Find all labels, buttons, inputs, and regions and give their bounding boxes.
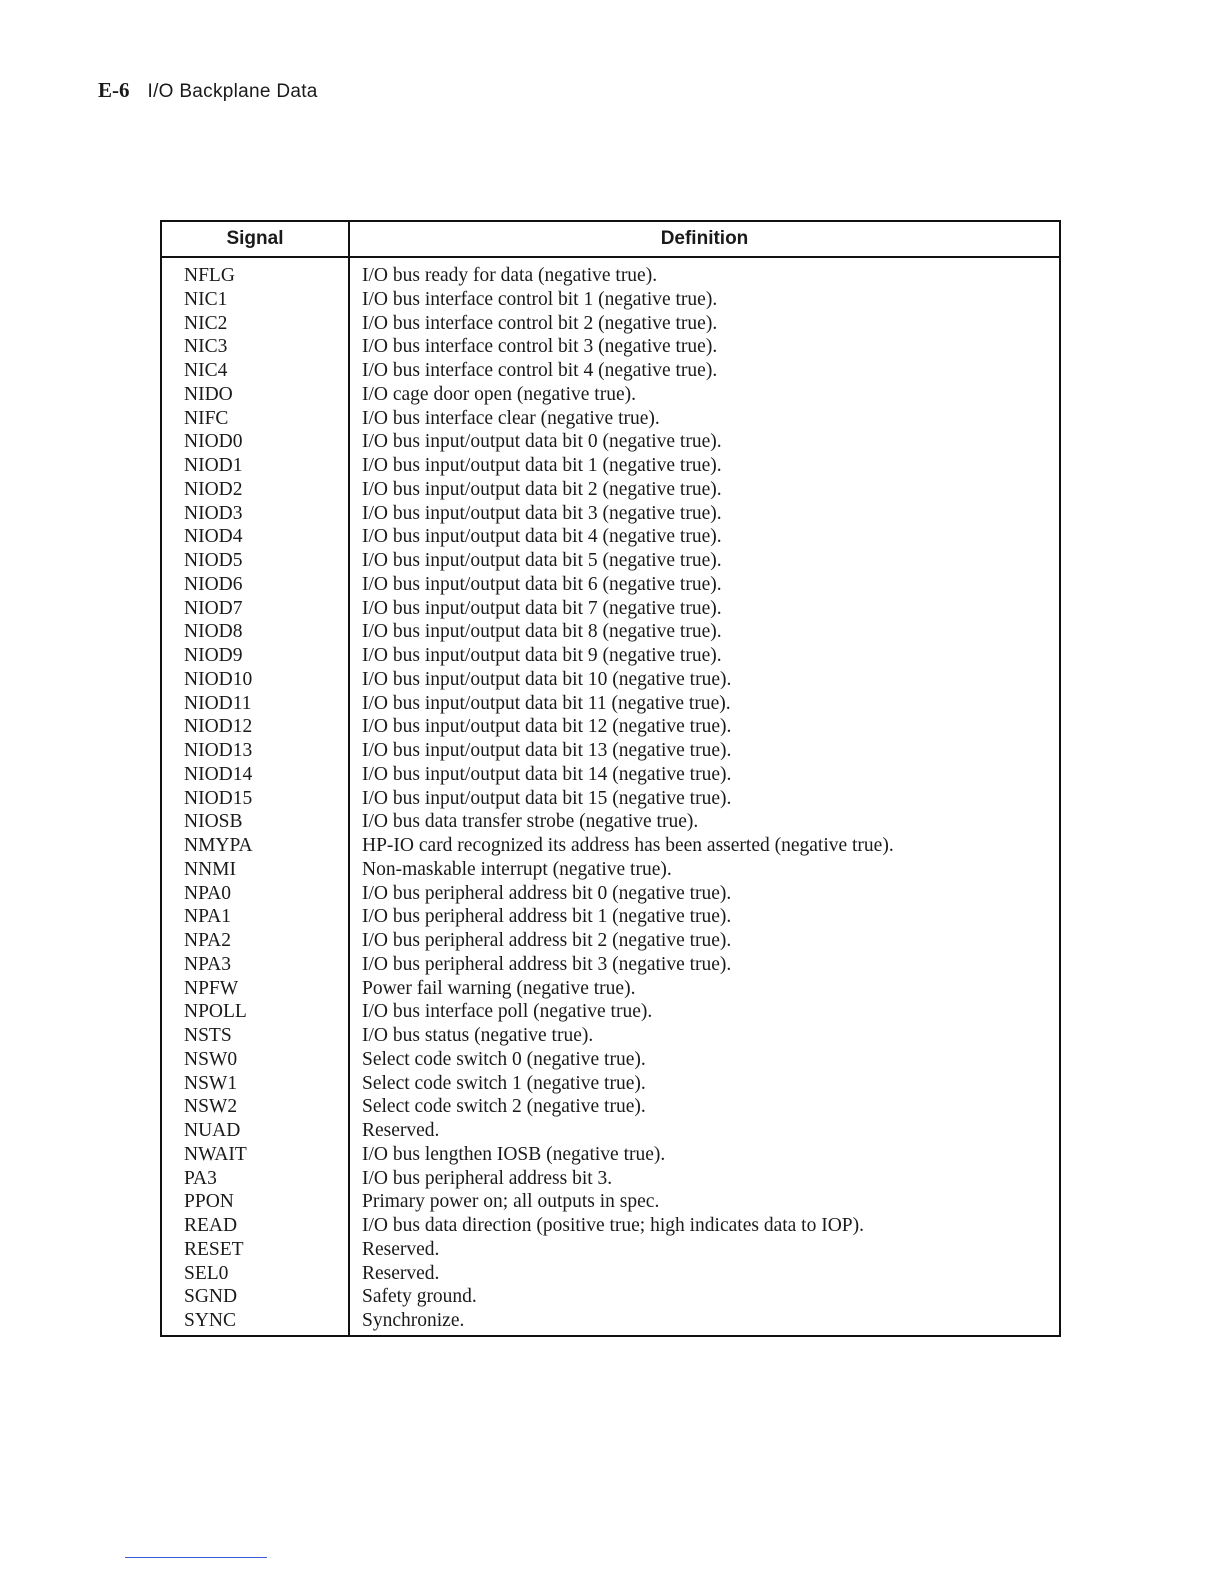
- signal-name: NIOD4: [184, 526, 243, 548]
- signal-definition: I/O bus lengthen IOSB (negative true).: [362, 1143, 666, 1165]
- column-header-definition: Definition: [660, 228, 749, 249]
- signal-name: PA3: [184, 1167, 217, 1189]
- signal-name: NPA0: [184, 882, 231, 904]
- signal-name: NSW1: [184, 1072, 238, 1094]
- signal-name: NIC4: [184, 360, 228, 381]
- signal-definition: I/O bus input/output data bit 10 (negative true).: [362, 668, 732, 690]
- signal-definition: Power fail warning (negative true).: [362, 977, 636, 999]
- signal-definition: I/O bus input/output data bit 13 (negative true).: [362, 740, 732, 761]
- signal-definition: Select code switch 1 (negative true).: [362, 1072, 646, 1094]
- signal-name: NSTS: [184, 1025, 232, 1046]
- signal-name: NIC2: [184, 312, 228, 334]
- signal-column: [162, 258, 350, 1335]
- signal-definition: I/O bus input/output data bit 6 (negative true).: [362, 573, 722, 595]
- signal-definition: I/O bus interface control bit 4 (negative true).: [362, 360, 718, 381]
- signal-definition: Select code switch 0 (negative true).: [362, 1048, 646, 1070]
- signal-name: NIOD5: [184, 550, 243, 571]
- signal-definition: I/O bus ready for data (negative true).: [362, 265, 658, 286]
- signal-name: NIOD15: [184, 787, 253, 809]
- signal-definition: I/O bus input/output data bit 15 (negative true).: [362, 787, 732, 809]
- signal-name: NIOD12: [184, 716, 253, 738]
- signal-name: NIC1: [184, 288, 228, 310]
- signal-name: NIOD10: [184, 668, 253, 690]
- signal-definition: I/O bus input/output data bit 1 (negative true).: [362, 455, 722, 476]
- signal-definition: I/O bus input/output data bit 4 (negative true).: [362, 526, 722, 548]
- signal-definition: Primary power on; all outputs in spec.: [362, 1191, 660, 1213]
- signal-name: SEL0: [184, 1262, 229, 1284]
- signal-name: SGND: [184, 1286, 238, 1308]
- signal-definition: I/O bus input/output data bit 14 (negative true).: [362, 763, 732, 785]
- signal-definition: I/O bus peripheral address bit 3 (negative true).: [362, 953, 732, 975]
- signal-name: NPA1: [184, 906, 231, 928]
- signal-definition: I/O bus interface clear (negative true).: [362, 407, 660, 429]
- signal-definition: Select code switch 2 (negative true).: [362, 1096, 646, 1118]
- signal-name: NFLG: [184, 265, 235, 286]
- signal-definition: I/O bus input/output data bit 2 (negative true).: [362, 478, 722, 500]
- table-header-row: [162, 222, 1059, 258]
- signal-definition: I/O bus input/output data bit 9 (negative true).: [362, 645, 722, 666]
- page-number: E-6: [98, 78, 130, 102]
- signal-definition: I/O bus interface poll (negative true).: [362, 1001, 653, 1023]
- signal-name: NIOD13: [184, 740, 253, 761]
- signal-definition: I/O bus data transfer strobe (negative true).: [362, 811, 699, 833]
- signal-name: NIOD9: [184, 645, 243, 666]
- signal-definition: I/O bus interface control bit 2 (negative true).: [362, 312, 718, 334]
- signal-definition: Synchronize.: [362, 1310, 465, 1331]
- signal-name: PPON: [184, 1191, 234, 1213]
- signal-name: NWAIT: [184, 1143, 247, 1165]
- signal-name: NIOD2: [184, 478, 243, 500]
- signal-name: SYNC: [184, 1310, 237, 1331]
- footer-rule: [125, 1557, 267, 1558]
- signal-definition: I/O bus input/output data bit 7 (negative true).: [362, 597, 722, 619]
- signal-name: NIDO: [184, 383, 233, 405]
- signal-definition: I/O bus input/output data bit 11 (negative true).: [362, 692, 731, 714]
- signal-name: NPFW: [184, 977, 239, 999]
- signal-name: RESET: [184, 1238, 244, 1260]
- signal-definition: I/O bus peripheral address bit 0 (negative true).: [362, 882, 732, 904]
- signal-definition: I/O cage door open (negative true).: [362, 383, 636, 405]
- column-header-signal: Signal: [162, 222, 350, 256]
- signal-name: NIOD14: [184, 763, 253, 785]
- signal-definition: HP-IO card recognized its address has been asserted (negative true).: [362, 835, 894, 856]
- page-header: [98, 78, 318, 108]
- signal-definition: I/O bus status (negative true).: [362, 1025, 594, 1046]
- signal-name: NPOLL: [184, 1001, 247, 1023]
- signal-definition: I/O bus peripheral address bit 1 (negative true).: [362, 906, 732, 928]
- signal-definition: Safety ground.: [362, 1286, 477, 1308]
- signal-name: NIOD0: [184, 431, 243, 453]
- signal-name: NIOD8: [184, 621, 243, 643]
- signal-definition: I/O bus interface control bit 3 (negative true).: [362, 336, 718, 358]
- signal-definition: Reserved.: [362, 1120, 440, 1141]
- signal-definition-table: [160, 220, 1061, 1337]
- signal-name: NIOD3: [184, 502, 243, 524]
- signal-definition: Reserved.: [362, 1262, 440, 1284]
- signal-definition: I/O bus peripheral address bit 3.: [362, 1167, 613, 1189]
- table-body: [162, 258, 1059, 1335]
- signal-name: NIOSB: [184, 811, 243, 833]
- definition-column: [350, 258, 1059, 1335]
- signal-definition: I/O bus input/output data bit 5 (negative true).: [362, 550, 722, 571]
- signal-definition: Reserved.: [362, 1238, 440, 1260]
- signal-definition: I/O bus peripheral address bit 2 (negative true).: [362, 930, 732, 951]
- signal-definition: I/O bus input/output data bit 8 (negative true).: [362, 621, 722, 643]
- signal-definition: I/O bus data direction (positive true; high indicates data to IOP).: [362, 1215, 865, 1236]
- signal-name: NMYPA: [184, 835, 253, 856]
- signal-definition: Non-maskable interrupt (negative true).: [362, 858, 672, 880]
- signal-name: NSW2: [184, 1096, 238, 1118]
- signal-name: NIOD6: [184, 573, 243, 595]
- signal-name: NIFC: [184, 407, 229, 429]
- signal-name: NIOD11: [184, 692, 252, 714]
- signal-name: NIOD1: [184, 455, 243, 476]
- signal-definition: I/O bus input/output data bit 3 (negative true).: [362, 502, 722, 524]
- signal-name: NUAD: [184, 1120, 241, 1141]
- signal-name: NNMI: [184, 858, 236, 880]
- signal-name: READ: [184, 1215, 238, 1236]
- signal-name: NPA3: [184, 953, 231, 975]
- signal-name: NIOD7: [184, 597, 243, 619]
- signal-name: NIC3: [184, 336, 228, 358]
- signal-definition: I/O bus input/output data bit 12 (negative true).: [362, 716, 732, 738]
- signal-definition: I/O bus input/output data bit 0 (negative true).: [362, 431, 722, 453]
- signal-definition: I/O bus interface control bit 1 (negative true).: [362, 288, 718, 310]
- signal-name: NSW0: [184, 1048, 238, 1070]
- section-title: I/O Backplane Data: [147, 81, 318, 102]
- signal-name: NPA2: [184, 930, 231, 951]
